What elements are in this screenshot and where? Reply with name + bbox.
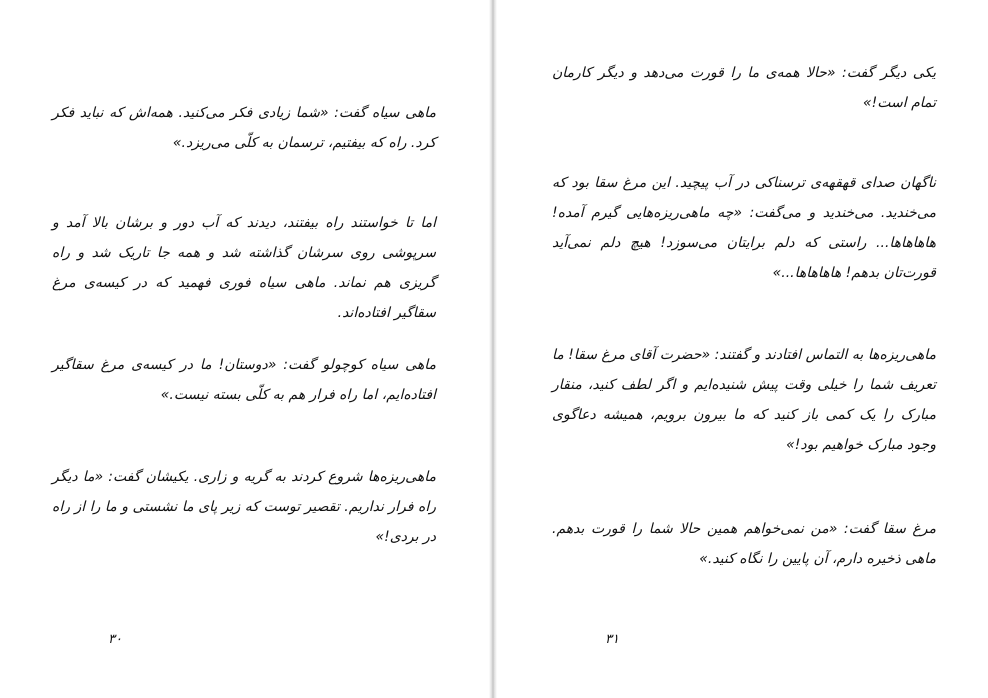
right-paragraph-4: مرغ سقا گفت: «من نمی‌خواهم همین حالا شما را قورت بدهم. ماهی ذخیره دارم، آن پایین را نگاه کنید.»: [552, 521, 936, 567]
left-paragraph-4: ماهی‌ریزه‌ها شروع کردند به گریه و زاری. یکیشان گفت: «ما دیگر راه فرار نداریم. تقصیر توست که زیر پای ما نشستی و ما را از راه در بردی!»: [52, 469, 436, 545]
right-paragraph-1: یکی دیگر گفت: «حالا همه‌ی ما را قورت می‌دهد و دیگر کارمان تمام است!»: [552, 65, 936, 111]
page-number-right: ۳۱: [605, 632, 619, 647]
left-paragraph-3: ماهی سیاه کوچولو گفت: «دوستان! ما در کیسه‌ی مرغ سقاگیر افتاده‌ایم، اما راه فرار هم به کلّی بسته نیست.»: [52, 357, 436, 403]
page-number-left: ۳۰: [108, 632, 122, 647]
book-gutter: [489, 0, 497, 698]
left-page: [0, 0, 489, 698]
right-paragraph-3: ماهی‌ریزه‌ها به التماس افتادند و گفتند: «حضرت آقای مرغ سقا! ما تعریف شما را خیلی وقت پیش شنیده‌ایم و اگر لطف کنید، منقار مبارک را یک کمی باز کنید که ما بیرون برویم، همیشه دعاگوی وجود مبارک خواهیم بود!»: [552, 347, 936, 453]
right-paragraph-2: ناگهان صدای قهقهه‌ی ترسناکی در آب پیچید. این مرغ سقا بود که می‌خندید. می‌خندید و می‌گفت: «چه ماهی‌ریزه‌هایی گیرم آمده! هاهاهاها... راستی که دلم برایتان می‌سوزد! هیچ دلم نمی‌آید قورت‌تان بدهم! هاهاهاها...»: [552, 175, 936, 281]
left-paragraph-2: اما تا خواستند راه بیفتند، دیدند که آب دور و برشان بالا آمد و سرپوشی روی سرشان گذاشته شد و همه جا تاریک شد و راه گریزی هم نماند. ماهی سیاه فوری فهمید که در کیسه‌ی مرغ سقاگیر افتاده‌اند.: [52, 215, 436, 321]
left-paragraph-1: ماهی سیاه گفت: «شما زیادی فکر می‌کنید. همه‌اش که نباید فکر کرد. راه که بیفتیم، ترسمان به کلّی می‌ریزد.»: [52, 105, 436, 151]
right-page: [497, 0, 988, 698]
